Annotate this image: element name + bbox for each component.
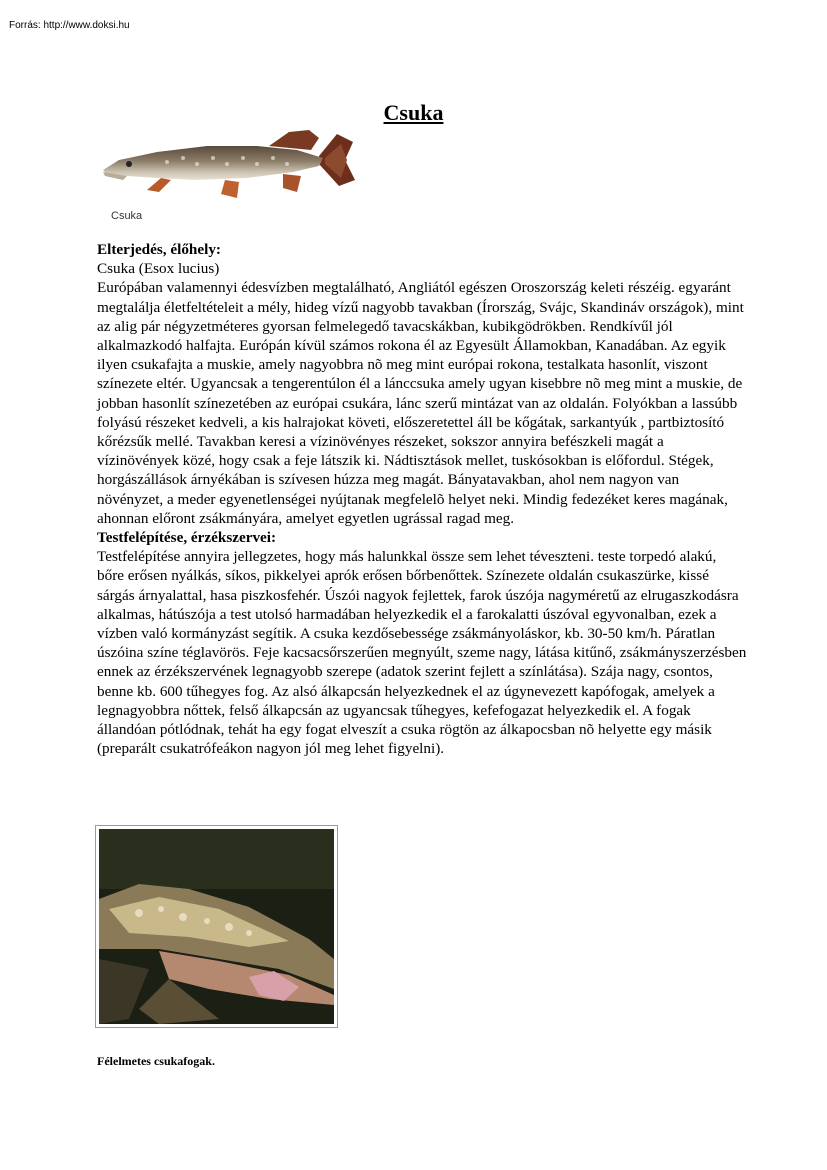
section-body-distribution: Európában valamennyi édesvízben megtalálható, Angliától egészen Oroszország keleti részéig. egyaránt megtalálja életfeltételeit a mély, hideg vízű nagyobb tavakban (Írország, Svájc, Skandináv országok), mint az alig pár négyzetméteres gyorsan felmelegedő tavacskákban, kubikgödrökben. Rendkívűl jól alkalmazkodó halfajta. Európán kívül számos rokona él az Egyesült Államokban, Kanadában. Az egyik ilyen csukafajta a muskie, amely nagyobbra nõ meg mint európai rokona, testalkata hasonlít, viszont színezete eltér. Ugyancsak a tengerentúlon él a lánccsuka amely ugyan kisebbre nõ meg mint a muskie, de jobban hasonlít színezetében az európai csukára, lánc szerű mintázat van az oldalán. Folyókban a lassúbb folyású részeket kedveli, a kis halrajokat követi, előszeretettel áll be kőgátak, sarkantyúk , partbiztosító kőrézsűk mellé. Tavakban keresi a vízinövényes részeket, sokszor annyira befészkeli magát a vízinövények közé, hogy csak a feje látszik ki. Nádtisztások mellet, tuskósokban is előfordul. Stégek, horgászállások árnyékában is szívesen húzza meg magát. Bányatavakban, ahol nem nagyon van növényzet, a meder egyenetlenségei nyújtanak megfelelõ helyet neki. Mindig fedezéket keres magának, ahonnan előront zsákmányára, amelyet egyetlen ugrással ragad meg. [97,279,744,527]
photo-caption: Félelmetes csukafogak. [97,1054,215,1068]
species-name: Csuka (Esox lucius) [97,260,220,278]
fish-figure [97,124,363,234]
page-title: Csuka [383,100,444,125]
source-line: Forrás: http://www.doksi.hu [9,20,130,31]
main-content [97,240,747,758]
section-heading-distribution: Elterjedés, élőhely: [97,241,221,258]
pike-teeth-photo-icon [99,829,334,1024]
section-heading-anatomy: Testfelépítése, érzékszervei: [97,529,277,547]
teeth-photo [95,825,338,1028]
fish-caption: Csuka [111,210,143,222]
section-body-anatomy: Testfelépítése annyira jellegzetes, hogy más halunkkal össze sem lehet téveszteni. teste torpedó alakú, bőre erősen nyálkás, síkos, pikkelyei aprók erősen bőrbenőttek. Színezete oldalán csukaszürke, kissé sárgás árnyalattal, hasa piszkosfehér. Úszói nagyok fejlettek, farok úszója nagyméretű az elrugaszkodásra alkalmas, hátúszója a test utolsó harmadában helyezkedik el a farokalatti úszóval egyvonalban, ezek a vízben való kormányzást segítik. A csuka kezdősebessége zsákmányoláskor, kb. 30-50 km/h. Páratlan úszóina színe téglavörös. Feje kacsacsőrszerűen megnyúlt, szeme nagy, látása kitűnő, zsákmányszerzésben ennek az érzékszervének legnagyobb szerepe (adatok szerint fejlett a színlátása). Szája nagy, csontos, benne kb. 600 tűhegyes fog. Az alsó álkapcsán helyezkednek el az úgynevezett kapófogak, amelyek a legnagyobbra nőttek, felső álkapcsán az ugyancsak tűhegyes, kefefogazat helyezkedik el. A fogak állandóan pótlódnak, tehát ha egy fogat elveszít a csuka rögtön az álkapocsban nõ helyette egy másik (preparált csukatrófeákon nagyon jól meg lehet figyelni). [97,548,747,758]
